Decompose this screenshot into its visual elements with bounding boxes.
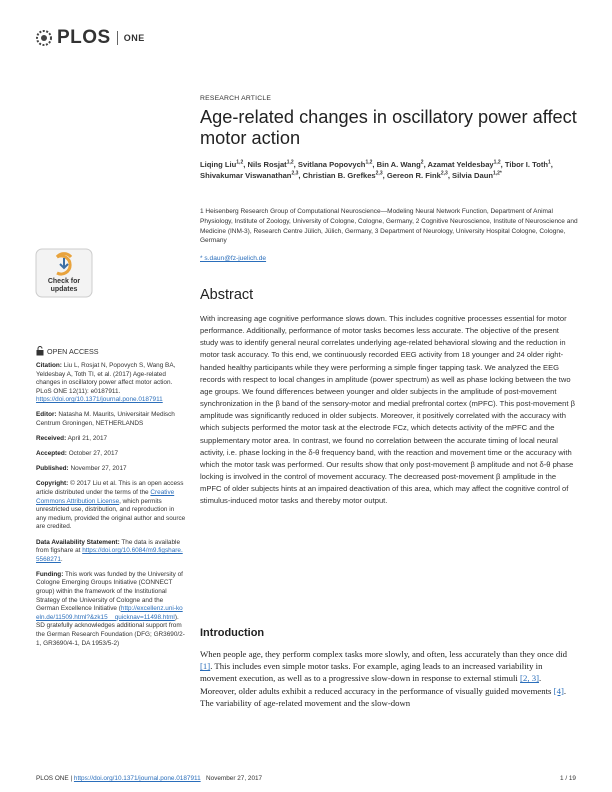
funding-block <box>36 571 186 648</box>
article-type: RESEARCH ARTICLE <box>200 95 272 102</box>
author-name: Shivakumar Viswanathan <box>200 170 292 180</box>
plos-logo[interactable] <box>35 27 145 49</box>
footer-separator: | <box>70 775 73 782</box>
received-date: April 21, 2017 <box>67 435 108 443</box>
excellence-initiative-link[interactable]: http://excellenz.uni-koeln.de/11509.html?&zk15__quicknav=11498.html <box>36 605 183 621</box>
author-name: Nils Rosjat <box>247 160 287 169</box>
funding-text-b: ). SD gratefully acknowledges additional support from the German Research Foundation (DFG; GR3690/2-1, GR3690/4-1, DA 1953/5-2) <box>36 613 185 647</box>
published-label: Published: <box>36 465 69 473</box>
author-affiliation-marker: 1 <box>548 159 551 166</box>
badge-line-1: Check for <box>47 278 81 285</box>
logo-text: PLOS <box>57 27 111 48</box>
reference-link[interactable]: [4] <box>553 685 564 696</box>
abstract-text: With increasing age cognitive performance slows down. This includes cognitive processes essential for motor performance. Additionally, performance of motor tasks becomes less accurate. The objective of the present study was to identify general neural correlates underlying age-related behavioral slowing and the reduction in motor task accuracy. To this end, we continuously recorded EEG activity from 18 younger and 24 older right-handed healthy participants while they were performing a simple finger tapping task. We analyzed the EEG records with respect to local changes in amplitude (power spectrum) as well as phase locking between the two age groups. We found differences between younger and older subjects in the amplitude of post-movement synchronization in the β band of the sensory-motor and medial prefrontal cortex (mPFC). This post-movement β amplitude was significantly reduced in older subjects. Moreover, it positively correlated with the accuracy with which subjects performed the motor task at the electrode FCz, which detects activity of the mPFC and the supplementary motor area. In contrast, we found no correlation between the accurate timing of local neural activity, i.e. phase locking in the δ-θ frequency band, with the reaction and movement time or the accuracy with which the motor task was performed. Our results show that only post-movement β amplitude and not δ-θ phase locking is involved in the control of movement accuracy. The decreased post-movement β amplitude in the mPFC of older subjects hints at an impaired deactivation of this area, which may affect the cognitive control of stimulus-induced motor tasks and thereby motor output. <box>200 314 575 506</box>
data-availability-text: The data is available from figshare at <box>36 538 180 555</box>
footer-journal: PLOS ONE <box>36 775 69 782</box>
citation-text: Liu L, Rosjat N, Popovych S, Wang BA, Yeldesbay A, Toth TI, et al. (2017) Age-related changes in oscillatory power affect motor action. PLoS ONE 12(11): e0187911. <box>36 362 176 395</box>
citation-label: Citation: <box>36 362 62 369</box>
author-name: Christian B. Grefkes <box>302 170 376 180</box>
introduction-heading: Introduction <box>200 627 265 639</box>
badge-line-2: updates <box>50 286 78 293</box>
cc-license-link[interactable]: Creative Commons Attribution License <box>36 489 175 505</box>
copyright-text-b: , which permits unrestricted use, distribution, and reproduction in any medium, provided the original author and source are credited. <box>36 497 186 531</box>
abstract-heading: Abstract <box>200 287 254 303</box>
author-affiliation-marker: 1,2 <box>493 159 501 166</box>
data-availability-block: Data Availability Statement: The data is available from figshare at https://doi.org/10.6084/m9.figshare.5568271. <box>36 538 183 563</box>
author-affiliation-marker: 1,2 <box>365 159 373 166</box>
affiliation-3: 3 Department of Neurology, University Hospital Cologne, Cologne, Germany <box>200 227 566 245</box>
reference-link[interactable]: [1] <box>200 661 211 672</box>
copyright-text-a: © 2017 Liu et al. This is an open access article distributed under the terms of the <box>36 480 184 497</box>
logo-divider <box>117 31 118 45</box>
copyright-label: Copyright: <box>36 480 69 488</box>
author-name: Silvia Daun <box>452 170 493 180</box>
accepted-block <box>36 450 186 459</box>
corresponding-email[interactable] <box>200 255 578 262</box>
reference-link[interactable]: [2, 3] <box>520 673 539 684</box>
affiliation-2: 2 Cognitive Neuroscience, Institute of Neuroscience and Medicine (INM-3), Research Centre Jülich, Jülich, Germany, <box>200 217 578 235</box>
author-name: Azamat Yeldesbay <box>427 160 494 169</box>
funding-label: Funding: <box>36 570 64 578</box>
check-for-updates-badge[interactable] <box>35 248 93 298</box>
author-affiliation-marker: 1,2 <box>286 159 294 166</box>
intro-text-3: . Moreover, older adults exhibit a reduced accuracy in the performance of visually guided movements <box>200 673 554 696</box>
editor-label: Editor: <box>36 411 57 419</box>
received-label: Received: <box>36 435 67 443</box>
funding-text-a: This work was funded by the University of Cologne Emerging Groups Initiative (CONNECT group) within the framework of the Institutional Strategy of the University of Cologne and the German Excellence Initiative ( <box>36 570 183 613</box>
published-date: November 27, 2017 <box>70 465 127 473</box>
intro-text-1: When people age, they perform complex tasks more slowly, and often, less accurately than they once did <box>200 649 568 659</box>
citation-block <box>36 362 186 405</box>
journal-name: ONE <box>123 33 145 43</box>
article-title: Age-related changes in oscillatory power affect motor action <box>200 107 577 148</box>
author-affiliation-marker: 1,2 <box>236 159 244 166</box>
open-access-text: OPEN ACCESS <box>47 346 99 356</box>
page-number: 1 / 19 <box>560 775 576 782</box>
author-list: Liqing Liu$^{1,2}$, Nils Rosjat$^{1,2}$, Svitlana Popovych$^{1,2}$, Bin A. Wang$^2$, Azamat Yeldesbay$^{1,2}$, Tibor I. Toth$^1$, Shivakumar Viswanathan$^{2,3}$, Christian B. Grefkes$^{2,3}$, Gereon R. Fink$^{2,3}$, Silvia Daun$^{1,2*}$ <box>200 159 553 180</box>
email-link[interactable]: * s.daun@fz-juelich.de <box>200 255 267 262</box>
author-name: Tibor I. Toth <box>504 160 549 169</box>
author-name: Svitlana Popovych <box>297 160 366 169</box>
introduction-text <box>200 648 578 709</box>
article-metadata-sidebar <box>36 362 186 655</box>
affiliation-1: 1 Heisenberg Research Group of Computational Neuroscience—Modeling Neural Network Function, Department of Animal Physiology, Institute of Zoology, University of Cologne, Cologne, Germany, <box>200 208 553 225</box>
author-name: Gereon R. Fink <box>386 170 441 180</box>
author-affiliation-marker: 2,3 <box>440 170 448 177</box>
editor-block <box>36 411 186 428</box>
author-name: Liqing Liu <box>200 160 237 169</box>
plos-logo-icon <box>35 29 57 47</box>
citation-doi-link[interactable]: https://doi.org/10.1371/journal.pone.0187911 <box>36 396 163 404</box>
author-affiliation-marker: 2 <box>420 159 424 166</box>
open-access-label <box>36 346 99 356</box>
accepted-date: October 27, 2017 <box>68 450 119 458</box>
footer-doi-link[interactable]: https://doi.org/10.1371/journal.pone.0187911 <box>73 775 201 782</box>
copyright-block <box>36 480 186 532</box>
figshare-link[interactable]: https://doi.org/10.6084/m9.figshare.5568271 <box>36 547 183 563</box>
received-block <box>36 435 186 444</box>
author-affiliation-marker: 1,2* <box>492 170 502 177</box>
author-name: Bin A. Wang <box>376 160 421 169</box>
author-affiliation-marker: 2,3 <box>375 170 383 177</box>
intro-text-4: . The variability of age-related movement and the slow-down <box>200 685 567 708</box>
editor-text: Natasha M. Maurits, Universitair Medisch Centrum Groningen, NETHERLANDS <box>36 411 175 428</box>
affiliations <box>200 207 578 246</box>
data-availability-label: Data Availability Statement: <box>36 538 120 546</box>
accepted-label: Accepted: <box>36 450 67 458</box>
footer-citation <box>36 775 262 782</box>
footer-date: November 27, 2017 <box>205 775 263 782</box>
open-lock-icon <box>36 346 44 356</box>
author-affiliation-marker: 2,3 <box>291 170 299 177</box>
published-block <box>36 465 186 474</box>
intro-text-2: . This includes even simple motor tasks. For example, aging leads to an increased variability in movement execution, as well as to a progressive slow-down in response to external stimuli <box>200 661 543 684</box>
page-footer <box>36 775 576 782</box>
